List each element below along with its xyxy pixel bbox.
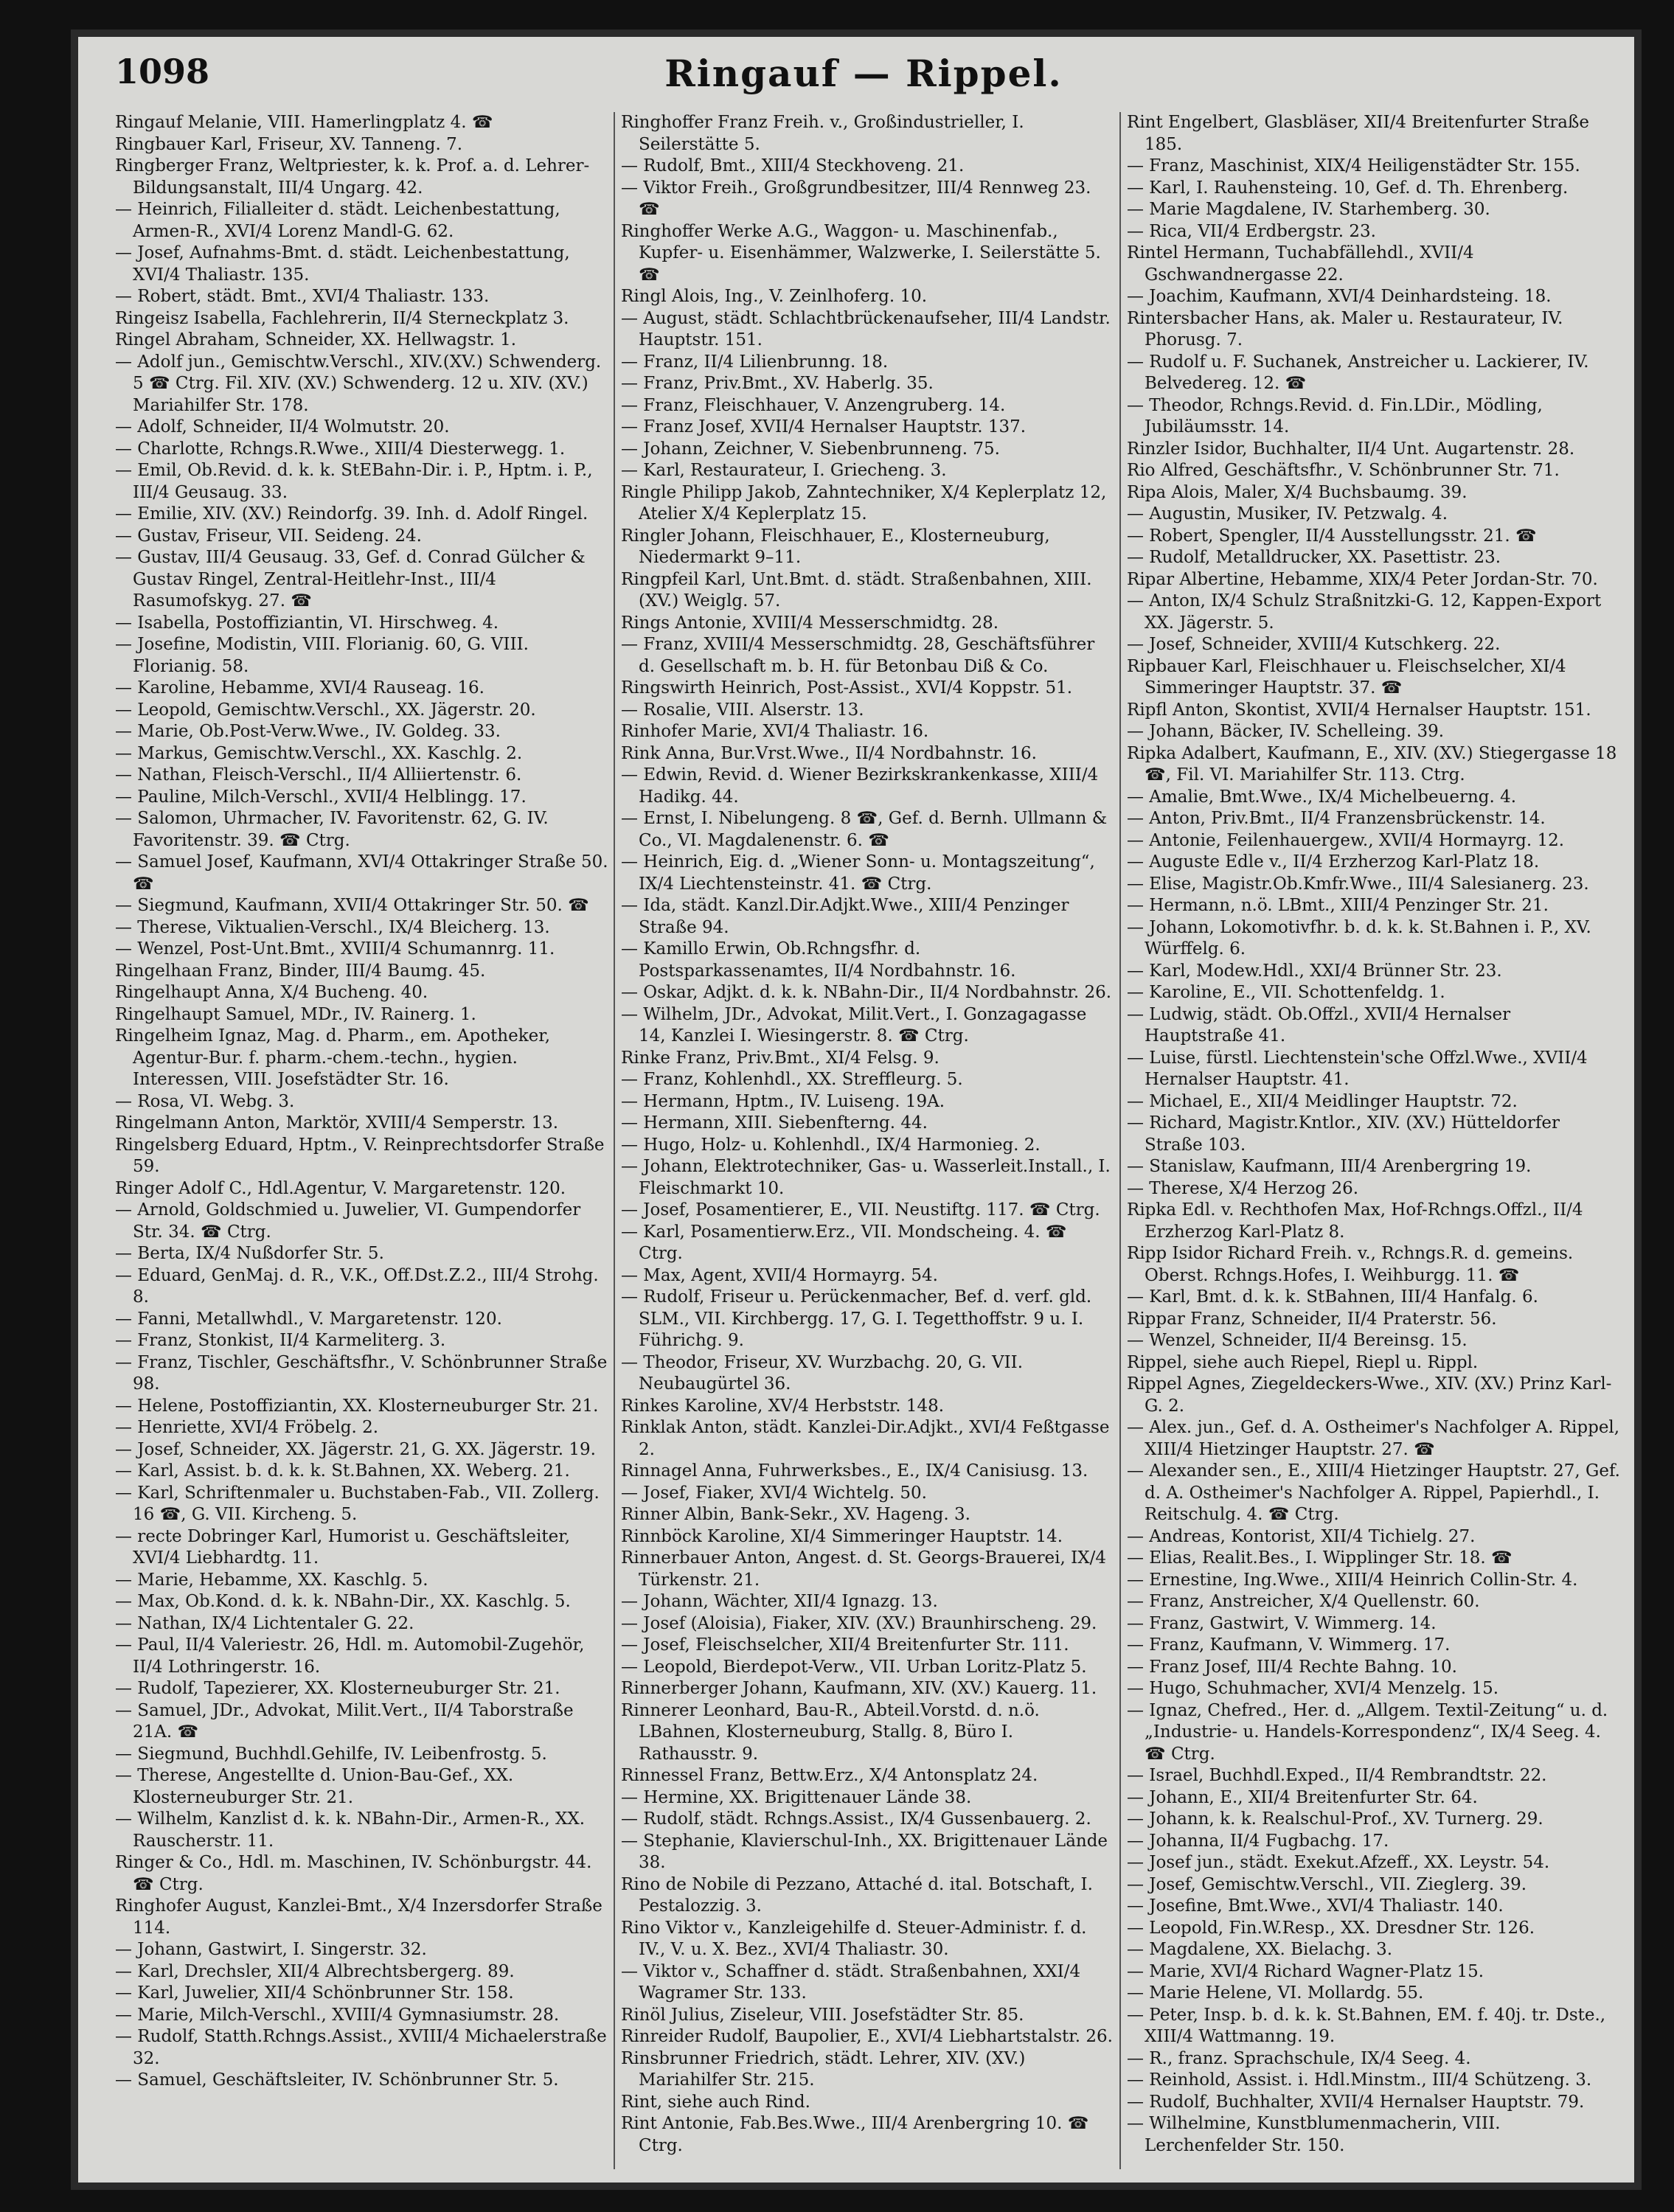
directory-entry: Rint Antonie, Fab.Bes.Wwe., III/4 Arenbergring 10. ☎ Ctrg. bbox=[621, 2114, 1089, 2155]
directory-entry: — Robert, städt. Bmt., XVI/4 Thaliastr. 133. bbox=[115, 287, 490, 306]
directory-entry: — Franz, XVIII/4 Messerschmidtg. 28, Geschäftsführer d. Gesellschaft m. b. H. für Betonbau Diß & Co. bbox=[621, 635, 1095, 676]
directory-entry: — Emilie, XIV. (XV.) Reindorfg. 39. Inh. d. Adolf Ringel. bbox=[115, 504, 588, 524]
directory-entry: — Rica, VII/4 Erdbergstr. 23. bbox=[1127, 221, 1376, 241]
directory-entry: — Hugo, Schuhmacher, XVI/4 Menzelg. 15. bbox=[1127, 1679, 1499, 1698]
directory-entry: — Josef, Schneider, XVIII/4 Kutschkerg. 22. bbox=[1127, 635, 1501, 654]
directory-entry: — Marie, XVI/4 Richard Wagner-Platz 15. bbox=[1127, 1961, 1484, 1981]
directory-entry: Ripa Alois, Maler, X/4 Buchsbaumg. 39. bbox=[1127, 482, 1468, 502]
directory-entry: Rink Anna, Bur.Vrst.Wwe., II/4 Nordbahnstr. 16. bbox=[621, 743, 1037, 763]
directory-entry: — Augustin, Musiker, IV. Petzwalg. 4. bbox=[1127, 504, 1448, 524]
directory-entry: — Franz, Fleischhauer, V. Anzengruberg. 14. bbox=[621, 395, 1006, 415]
directory-entry: Rinnagel Anna, Fuhrwerksbes., E., IX/4 Canisiusg. 13. bbox=[621, 1461, 1088, 1481]
directory-entry: — Leopold, Fin.W.Resp., XX. Dresdner Str. 126. bbox=[1127, 1918, 1535, 1938]
directory-entry: — Ignaz, Chefred., Her. d. „Allgem. Textil-Zeitung“ u. d. „Industrie- u. Handels-Korrespondenz“, IX/4 Seeg. 4. ☎ Ctrg. bbox=[1127, 1700, 1608, 1764]
directory-entry: — Hermann, n.ö. LBmt., XIII/4 Penzinger Str. 21. bbox=[1127, 896, 1549, 915]
directory-entry: Rinreider Rudolf, Baupolier, E., XVI/4 Liebhartstalstr. 26. bbox=[621, 2027, 1113, 2046]
directory-entry: Rinnerbauer Anton, Angest. d. St. Georgs-Brauerei, IX/4 Türkenstr. 21. bbox=[621, 1548, 1106, 1590]
directory-entry: — Stanislaw, Kaufmann, III/4 Arenbergring 19. bbox=[1127, 1157, 1532, 1176]
directory-entry: — Elise, Magistr.Ob.Kmfr.Wwe., III/4 Salesianerg. 23. bbox=[1127, 874, 1589, 894]
directory-entry: Rino Viktor v., Kanzleigehilfe d. Steuer-Administr. f. d. IV., V. u. X. Bez., XVI/4 Thaliastr. 30. bbox=[621, 1918, 1087, 1959]
directory-entry: Rinnerer Leonhard, Bau-R., Abteil.Vorstd. d. n.ö. LBahnen, Klosterneuburg, Stallg. 8, Büro I. Rathausstr. 9. bbox=[621, 1700, 1040, 1764]
directory-entry: — Johann, Lokomotivfhr. b. d. k. k. St.Bahnen i. P., XV. Würffelg. 6. bbox=[1127, 917, 1591, 959]
directory-entry: — Reinhold, Assist. i. Hdl.Minstm., III/4 Schützeng. 3. bbox=[1127, 2070, 1592, 2090]
directory-entry: — Alex. jun., Gef. d. A. Ostheimer's Nachfolger A. Rippel, XIII/4 Hietzinger Hauptstr. 27. ☎ bbox=[1127, 1418, 1620, 1459]
directory-entry: Ringelsberg Eduard, Hptm., V. Reinprechtsdorfer Straße 59. bbox=[115, 1135, 605, 1176]
directory-entry: — Rosalie, VIII. Alserstr. 13. bbox=[621, 700, 864, 720]
directory-entry: — Nathan, IX/4 Lichtentaler G. 22. bbox=[115, 1613, 414, 1633]
directory-entry: — Rosa, VI. Webg. 3. bbox=[115, 1091, 295, 1111]
directory-entry: — Franz, II/4 Lilienbrunng. 18. bbox=[621, 352, 889, 372]
directory-entry: — Franz, Stonkist, II/4 Karmeliterg. 3. bbox=[115, 1331, 446, 1350]
directory-entry: — Karl, Schriftenmaler u. Buchstaben-Fab., VII. Zollerg. 16 ☎, G. VII. Kircheng. 5. bbox=[115, 1483, 600, 1524]
directory-entry: — Eduard, GenMaj. d. R., V.K., Off.Dst.Z.2., III/4 Strohg. 8. bbox=[115, 1265, 599, 1307]
directory-entry: Ringelhaupt Anna, X/4 Bucheng. 40. bbox=[115, 983, 428, 1002]
directory-entry: — Franz, Kaufmann, V. Wimmerg. 17. bbox=[1127, 1635, 1451, 1655]
directory-entry: — Johann, Gastwirt, I. Singerstr. 32. bbox=[115, 1940, 427, 1959]
directory-entry: — Karl, Posamentierw.Erz., VII. Mondscheing. 4. ☎ Ctrg. bbox=[621, 1222, 1067, 1263]
directory-entry: — Arnold, Goldschmied u. Juwelier, VI. Gumpendorfer Str. 34. ☎ Ctrg. bbox=[115, 1200, 581, 1242]
directory-entry: — Isabella, Postoffiziantin, VI. Hirschweg. 4. bbox=[115, 613, 499, 633]
directory-entry: Ringelhaan Franz, Binder, III/4 Baumg. 45. bbox=[115, 961, 486, 981]
directory-entry: — Rudolf, städt. Rchngs.Assist., IX/4 Gussenbauerg. 2. bbox=[621, 1809, 1091, 1829]
directory-entry: Rinklak Anton, städt. Kanzlei-Dir.Adjkt., XVI/4 Feßtgasse 2. bbox=[621, 1418, 1110, 1459]
directory-entry: — Rudolf, Metalldrucker, XX. Pasettistr. 23. bbox=[1127, 548, 1501, 567]
directory-entry: — Rudolf, Friseur u. Perückenmacher, Bef. d. verf. gld. SLM., VII. Kirchbergg. 17, G. I. Tegetthoffstr. 9 u. I. Führichg. 9. bbox=[621, 1287, 1092, 1350]
directory-entry: — Heinrich, Eig. d. „Wiener Sonn- u. Montagszeitung“, IX/4 Liechtensteinstr. 41. ☎ Ctrg. bbox=[621, 852, 1095, 894]
page-number: 1098 bbox=[115, 52, 210, 91]
directory-entry: Rintel Hermann, Tuchabfällehdl., XVII/4 Gschwandnergasse 22. bbox=[1127, 243, 1474, 285]
directory-entry: Rinöl Julius, Ziseleur, VIII. Josefstädter Str. 85. bbox=[621, 2005, 1024, 2025]
directory-entry: — Paul, II/4 Valeriestr. 26, Hdl. m. Automobil-Zugehör, II/4 Lothringerstr. 16. bbox=[115, 1635, 585, 1677]
directory-entry: Rinke Franz, Priv.Bmt., XI/4 Felsg. 9. bbox=[621, 1048, 940, 1068]
directory-entry: — Franz, Anstreicher, X/4 Quellenstr. 60. bbox=[1127, 1592, 1480, 1611]
directory-entry: — Franz Josef, XVII/4 Hernalser Hauptstr. 137. bbox=[621, 417, 1027, 437]
directory-entry: — Marie, Milch-Verschl., XVIII/4 Gymnasiumstr. 28. bbox=[115, 2005, 560, 2025]
page-header bbox=[115, 52, 1612, 103]
directory-entry: — Amalie, Bmt.Wwe., IX/4 Michelbeuerng. 4. bbox=[1127, 787, 1517, 807]
directory-entry: — Oskar, Adjkt. d. k. k. NBahn-Dir., II/4 Nordbahnstr. 26. bbox=[621, 983, 1112, 1002]
directory-entry: Rinnböck Karoline, XI/4 Simmeringer Hauptstr. 14. bbox=[621, 1526, 1063, 1546]
directory-entry: Ringer Adolf C., Hdl.Agentur, V. Margaretenstr. 120. bbox=[115, 1178, 566, 1198]
directory-entry: — Karl, Juwelier, XII/4 Schönbrunner Str. 158. bbox=[115, 1983, 514, 2003]
directory-entry: — Therese, Angestellte d. Union-Bau-Gef., XX. Klosterneuburger Str. 21. bbox=[115, 1766, 514, 1807]
directory-entry: — Wilhelm, Kanzlist d. k. k. NBahn-Dir., Armen-R., XX. Rauscherstr. 11. bbox=[115, 1809, 586, 1851]
directory-entry: — Therese, X/4 Herzog 26. bbox=[1127, 1178, 1359, 1198]
directory-entry: — Gustav, Friseur, VII. Seideng. 24. bbox=[115, 526, 422, 546]
directory-entry: — Luise, fürstl. Liechtenstein'sche Offzl.Wwe., XVII/4 Hernalser Hauptstr. 41. bbox=[1127, 1048, 1588, 1089]
directory-entry: — Josef, Gemischtw.Verschl., VII. Zieglerg. 39. bbox=[1127, 1874, 1527, 1894]
directory-entry: — Hugo, Holz- u. Kohlenhdl., IX/4 Harmonieg. 2. bbox=[621, 1135, 1041, 1155]
directory-entry: — Johann, E., XII/4 Breitenfurter Str. 64. bbox=[1127, 1787, 1478, 1807]
directory-entry: — Wenzel, Schneider, II/4 Bereinsg. 15. bbox=[1127, 1331, 1468, 1350]
directory-entry: Ringler Johann, Fleischhauer, E., Klosterneuburg, Niedermarkt 9–11. bbox=[621, 526, 1050, 567]
directory-entry: — Berta, IX/4 Nußdorfer Str. 5. bbox=[115, 1244, 384, 1263]
directory-entry: Rinsbrunner Friedrich, städt. Lehrer, XIV. (XV.) Mariahilfer Str. 215. bbox=[621, 2048, 1026, 2090]
directory-entry: — Charlotte, Rchngs.R.Wwe., XIII/4 Diesterwegg. 1. bbox=[115, 439, 566, 459]
directory-entry: — Franz, Priv.Bmt., XV. Haberlg. 35. bbox=[621, 374, 934, 393]
directory-entry: Rino de Nobile di Pezzano, Attaché d. ital. Botschaft, I. Pestalozzig. 3. bbox=[621, 1874, 1093, 1916]
directory-entry: — Alexander sen., E., XIII/4 Hietzinger Hauptstr. 27, Gef. d. A. Ostheimer's Nachfolger A. Rippel, Papierhdl., I. Reitschulg. 4. ☎ Ctrg. bbox=[1127, 1461, 1620, 1524]
directory-entry: — Richard, Magistr.Kntlor., XIV. (XV.) Hütteldorfer Straße 103. bbox=[1127, 1113, 1560, 1155]
directory-entry: — Wenzel, Post-Unt.Bmt., XVIII/4 Schumannrg. 11. bbox=[115, 939, 555, 959]
directory-entry: — Franz, Kohlenhdl., XX. Streffleurg. 5. bbox=[621, 1070, 963, 1089]
directory-entry: — Viktor v., Schaffner d. städt. Straßenbahnen, XXI/4 Wagramer Str. 133. bbox=[621, 1961, 1081, 2003]
directory-entry: — Franz, Maschinist, XIX/4 Heiligenstädter Str. 155. bbox=[1127, 156, 1580, 175]
directory-entry: Ripfl Anton, Skontist, XVII/4 Hernalser Hauptstr. 151. bbox=[1127, 700, 1591, 720]
directory-entry: Ringelhaupt Samuel, MDr., IV. Rainerg. 1. bbox=[115, 1004, 476, 1024]
directory-entry: — Karl, I. Rauhensteing. 10, Gef. d. Th. Ehrenberg. bbox=[1127, 178, 1569, 198]
directory-entry: Rio Alfred, Geschäftsfhr., V. Schönbrunner Str. 71. bbox=[1127, 461, 1560, 480]
directory-entry: — Josefine, Bmt.Wwe., XVI/4 Thaliastr. 140. bbox=[1127, 1896, 1504, 1916]
directory-entry: — Rudolf, Statth.Rchngs.Assist., XVIII/4 Michaelerstraße 32. bbox=[115, 2027, 607, 2068]
directory-entry: — Max, Agent, XVII/4 Hormayrg. 54. bbox=[621, 1265, 938, 1285]
directory-entry: Rippel Agnes, Ziegeldeckers-Wwe., XIV. (XV.) Prinz Karl-G. 2. bbox=[1127, 1374, 1612, 1416]
directory-entry: Rint Engelbert, Glasbläser, XII/4 Breitenfurter Straße 185. bbox=[1127, 113, 1589, 154]
directory-page bbox=[71, 29, 1642, 2190]
directory-entry: — Josef, Fleischselcher, XII/4 Breitenfurter Str. 111. bbox=[621, 1635, 1069, 1655]
directory-entry: — Marie, Hebamme, XX. Kaschlg. 5. bbox=[115, 1570, 428, 1590]
directory-entry: — Rudolf, Tapezierer, XX. Klosterneuburger Str. 21. bbox=[115, 1679, 560, 1698]
directory-entry: — Helene, Postoffiziantin, XX. Klosterneuburger Str. 21. bbox=[115, 1396, 599, 1416]
directory-entry: — Michael, E., XII/4 Meidlinger Hauptstr. 72. bbox=[1127, 1091, 1518, 1111]
directory-entry: — Samuel, JDr., Advokat, Milit.Vert., II/4 Taborstraße 21A. ☎ bbox=[115, 1700, 574, 1742]
directory-entry: — Siegmund, Kaufmann, XVII/4 Ottakringer Str. 50. ☎ bbox=[115, 896, 589, 915]
directory-entry: — Marie Helene, VI. Mollardg. 55. bbox=[1127, 1983, 1424, 2003]
directory-entry: — Franz, Gastwirt, V. Wimmerg. 14. bbox=[1127, 1613, 1437, 1633]
directory-entry: — Josef jun., städt. Exekut.Afzeff., XX. Leystr. 54. bbox=[1127, 1853, 1550, 1872]
directory-entry: Ringhoffer Werke A.G., Waggon- u. Maschinenfab., Kupfer- u. Eisenhämmer, Walzwerke, I. Seilerstätte 5. ☎ bbox=[621, 221, 1101, 285]
directory-entry: — Hermann, XIII. Siebenfterng. 44. bbox=[621, 1113, 928, 1133]
directory-entry: — Karl, Assist. b. d. k. k. St.Bahnen, XX. Weberg. 21. bbox=[115, 1461, 570, 1481]
directory-entry: — Andreas, Kontorist, XII/4 Tichielg. 27. bbox=[1127, 1526, 1476, 1546]
directory-entry: — Emil, Ob.Revid. d. k. k. StEBahn-Dir. i. P., Hptm. i. P., III/4 Geusaug. 33. bbox=[115, 461, 593, 502]
directory-entry: — Robert, Spengler, II/4 Ausstellungsstr. 21. ☎ bbox=[1127, 526, 1537, 546]
directory-entry: — Elias, Realit.Bes., I. Wipplinger Str. 18. ☎ bbox=[1127, 1548, 1512, 1568]
directory-entry: Ripbauer Karl, Fleischhauer u. Fleischselcher, XI/4 Simmeringer Hauptstr. 37. ☎ bbox=[1127, 656, 1566, 698]
directory-entry: — Max, Ob.Kond. d. k. k. NBahn-Dir., XX. Kaschlg. 5. bbox=[115, 1592, 571, 1611]
directory-entry: Rintersbacher Hans, ak. Maler u. Restaurateur, IV. Phorusg. 7. bbox=[1127, 308, 1563, 349]
directory-entry: — Leopold, Bierdepot-Verw., VII. Urban Loritz-Platz 5. bbox=[621, 1657, 1087, 1677]
directory-entry: — Stephanie, Klavierschul-Inh., XX. Brigittenauer Lände 38. bbox=[621, 1831, 1108, 1872]
directory-entry: — Karoline, E., VII. Schottenfeldg. 1. bbox=[1127, 983, 1445, 1002]
directory-entry: — Edwin, Revid. d. Wiener Bezirkskrankenkasse, XIII/4 Hadikg. 44. bbox=[621, 765, 1099, 807]
directory-entry: Ringpfeil Karl, Unt.Bmt. d. städt. Straßenbahnen, XIII. (XV.) Weiglg. 57. bbox=[621, 569, 1092, 611]
directory-entry: — Adolf jun., Gemischtw.Verschl., XIV.(XV.) Schwenderg. 5 ☎ Ctrg. Fil. XIV. (XV.) Schwenderg. 12 u. XIV. (XV.) Mariahilfer Str. 178. bbox=[115, 352, 602, 415]
directory-entry: — Josef, Aufnahms-Bmt. d. städt. Leichenbestattung, XVI/4 Thaliastr. 135. bbox=[115, 243, 570, 285]
directory-entry: — Therese, Viktualien-Verschl., IX/4 Bleicherg. 13. bbox=[115, 917, 550, 937]
directory-entry: — Joachim, Kaufmann, XVI/4 Deinhardsteing. 18. bbox=[1127, 287, 1552, 306]
directory-entry: — Peter, Insp. b. d. k. k. St.Bahnen, EM. f. 40j. tr. Dste., XIII/4 Wattmanng. 19. bbox=[1127, 2005, 1606, 2046]
directory-entry: Ringbauer Karl, Friseur, XV. Tanneng. 7. bbox=[115, 134, 463, 154]
directory-entry: — Marie, Ob.Post-Verw.Wwe., IV. Goldeg. 33. bbox=[115, 722, 501, 741]
directory-entry: — Salomon, Uhrmacher, IV. Favoritenstr. 62, G. IV. Favoritenstr. 39. ☎ Ctrg. bbox=[115, 809, 549, 850]
directory-entry: — Josef, Schneider, XX. Jägerstr. 21, G. XX. Jägerstr. 19. bbox=[115, 1439, 596, 1459]
directory-entry: Ringberger Franz, Weltpriester, k. k. Prof. a. d. Lehrer-Bildungsanstalt, III/4 Ungarg. 42. bbox=[115, 156, 590, 198]
directory-entry: — Heinrich, Filialleiter d. städt. Leichenbestattung, Armen-R., XVI/4 Lorenz Mandl-G. 62. bbox=[115, 200, 560, 241]
directory-entry: Ripar Albertine, Hebamme, XIX/4 Peter Jordan-Str. 70. bbox=[1127, 569, 1598, 589]
directory-entry: Rinzler Isidor, Buchhalter, II/4 Unt. Augartenstr. 28. bbox=[1127, 439, 1575, 459]
directory-entry: — Josef, Posamentierer, E., VII. Neustiftg. 117. ☎ Ctrg. bbox=[621, 1200, 1100, 1220]
directory-entry: — Henriette, XVI/4 Fröbelg. 2. bbox=[115, 1418, 379, 1437]
directory-entry: — Johanna, II/4 Fugbachg. 17. bbox=[1127, 1831, 1389, 1851]
directory-entry: Ringhoffer Franz Freih. v., Großindustrieller, I. Seilerstätte 5. bbox=[621, 113, 1024, 154]
directory-entry: — Adolf, Schneider, II/4 Wolmutstr. 20. bbox=[115, 417, 450, 437]
directory-entry: — Ida, städt. Kanzl.Dir.Adjkt.Wwe., XIII/4 Penzinger Straße 94. bbox=[621, 896, 1069, 937]
directory-entry: Ringauf Melanie, VIII. Hamerlingplatz 4. ☎ bbox=[115, 113, 493, 132]
directory-entry: — Karl, Bmt. d. k. k. StBahnen, III/4 Hanfalg. 6. bbox=[1127, 1287, 1538, 1307]
directory-entry: Rinnerberger Johann, Kaufmann, XIV. (XV.) Kauerg. 11. bbox=[621, 1679, 1097, 1698]
directory-entry: — Johann, Bäcker, IV. Schelleing. 39. bbox=[1127, 722, 1445, 741]
directory-entry: — Theodor, Friseur, XV. Wurzbachg. 20, G. VII. Neubaugürtel 36. bbox=[621, 1352, 1024, 1394]
directory-entry: — Auguste Edle v., II/4 Erzherzog Karl-Platz 18. bbox=[1127, 852, 1540, 872]
directory-entry: — Wilhelm, JDr., Advokat, Milit.Vert., I. Gonzagagasse 14, Kanzlei I. Wiesingerstr. 8. ☎ Ctrg. bbox=[621, 1004, 1087, 1046]
directory-entry: Ringhofer August, Kanzlei-Bmt., X/4 Inzersdorfer Straße 114. bbox=[115, 1896, 602, 1938]
directory-entry: — Ludwig, städt. Ob.Offzl., XVII/4 Hernalser Hauptstraße 41. bbox=[1127, 1004, 1511, 1046]
directory-entry: — Wilhelmine, Kunstblumenmacherin, VIII. Lerchenfelder Str. 150. bbox=[1127, 2114, 1501, 2155]
directory-entry: — Kamillo Erwin, Ob.Rchngsfhr. d. Postsparkassenamtes, II/4 Nordbahnstr. 16. bbox=[621, 939, 1016, 981]
directory-entry: — Pauline, Milch-Verschl., XVII/4 Helblingg. 17. bbox=[115, 787, 527, 807]
directory-entry: Ringl Alois, Ing., V. Zeinlhoferg. 10. bbox=[621, 287, 928, 306]
directory-entry: — August, städt. Schlachtbrückenaufseher, III/4 Landstr. Hauptstr. 151. bbox=[621, 308, 1111, 349]
directory-entry: — Hermann, Hptm., IV. Luiseng. 19A. bbox=[621, 1091, 945, 1111]
directory-entry: Ripp Isidor Richard Freih. v., Rchngs.R. d. gemeins. Oberst. Rchngs.Hofes, I. Weihburgg. 11. ☎ bbox=[1127, 1244, 1574, 1285]
directory-entry: — Karoline, Hebamme, XVI/4 Rauseag. 16. bbox=[115, 678, 485, 698]
directory-entry: — R., franz. Sprachschule, IX/4 Seeg. 4. bbox=[1127, 2048, 1471, 2068]
directory-entry: Rinkes Karoline, XV/4 Herbststr. 148. bbox=[621, 1396, 945, 1416]
directory-entry: Rippar Franz, Schneider, II/4 Praterstr. 56. bbox=[1127, 1309, 1497, 1329]
directory-entry: — Karl, Drechsler, XII/4 Albrechtsbergerg. 89. bbox=[115, 1961, 515, 1981]
directory-entry: — Rudolf u. F. Suchanek, Anstreicher u. Lackierer, IV. Belvedereg. 12. ☎ bbox=[1127, 352, 1589, 393]
directory-columns bbox=[115, 112, 1619, 2169]
column-3 bbox=[1127, 112, 1625, 2169]
directory-entry: Ringelheim Ignaz, Mag. d. Pharm., em. Apotheker, Agentur-Bur. f. pharm.-chem.-techn., hygien. Interessen, VIII. Josefstädter Str. 16. bbox=[115, 1026, 551, 1089]
directory-entry: — Hermine, XX. Brigittenauer Lände 38. bbox=[621, 1787, 972, 1807]
directory-entry: — Johann, Zeichner, V. Siebenbrunneng. 75. bbox=[621, 439, 1000, 459]
directory-entry: — Anton, IX/4 Schulz Straßnitzki-G. 12, Kappen-Export XX. Jägerstr. 5. bbox=[1127, 591, 1602, 633]
directory-entry: — Ernst, I. Nibelungeng. 8 ☎, Gef. d. Bernh. Ullmann & Co., VI. Magdalenenstr. 6. ☎ bbox=[621, 809, 1108, 850]
directory-entry: Rint, siehe auch Rind. bbox=[621, 2092, 810, 2112]
directory-entry: Ripka Edl. v. Rechthofen Max, Hof-Rchngs.Offzl., II/4 Erzherzog Karl-Platz 8. bbox=[1127, 1200, 1583, 1242]
directory-entry: — Rudolf, Buchhalter, XVII/4 Hernalser Hauptstr. 79. bbox=[1127, 2092, 1585, 2112]
directory-entry: Ringer & Co., Hdl. m. Maschinen, IV. Schönburgstr. 44. ☎ Ctrg. bbox=[115, 1853, 592, 1894]
directory-entry: — Anton, Priv.Bmt., II/4 Franzensbrückenstr. 14. bbox=[1127, 809, 1546, 828]
directory-entry: — Josefine, Modistin, VIII. Florianig. 60, G. VIII. Florianig. 58. bbox=[115, 635, 529, 676]
directory-entry: — Johann, Wächter, XII/4 Ignazg. 13. bbox=[621, 1592, 938, 1611]
directory-entry: Ringelmann Anton, Marktör, XVIII/4 Semperstr. 13. bbox=[115, 1113, 559, 1133]
running-title: Ringauf — Rippel. bbox=[664, 52, 1063, 95]
directory-entry: — Gustav, III/4 Geusaug. 33, Gef. d. Conrad Gülcher & Gustav Ringel, Zentral-Heitlehr-Inst., III/4 Rasumofskyg. 27. ☎ bbox=[115, 548, 586, 611]
directory-entry: — Leopold, Gemischtw.Verschl., XX. Jägerstr. 20. bbox=[115, 700, 536, 720]
column-1 bbox=[115, 112, 615, 2169]
directory-entry: — Karl, Modew.Hdl., XXI/4 Brünner Str. 23. bbox=[1127, 961, 1502, 981]
directory-entry: — Samuel Josef, Kaufmann, XVI/4 Ottakringer Straße 50. ☎ bbox=[115, 852, 608, 894]
directory-entry: Rippel, siehe auch Riepel, Riepl u. Rippl. bbox=[1127, 1352, 1479, 1372]
directory-entry: Ringle Philipp Jakob, Zahntechniker, X/4 Keplerplatz 12, Atelier X/4 Keplerplatz 15. bbox=[621, 482, 1107, 524]
directory-entry: — Samuel, Geschäftsleiter, IV. Schönbrunner Str. 5. bbox=[115, 2070, 559, 2090]
directory-entry: — Marie Magdalene, IV. Starhemberg. 30. bbox=[1127, 200, 1490, 219]
directory-entry: — Franz Josef, III/4 Rechte Bahng. 10. bbox=[1127, 1657, 1457, 1677]
directory-entry: — Antonie, Feilenhauergew., XVII/4 Hormayrg. 12. bbox=[1127, 830, 1565, 850]
directory-entry: — Karl, Restaurateur, I. Griecheng. 3. bbox=[621, 461, 947, 480]
directory-entry: — Theodor, Rchngs.Revid. d. Fin.LDir., Mödling, Jubiläumsstr. 14. bbox=[1127, 395, 1543, 437]
directory-entry: — recte Dobringer Karl, Humorist u. Geschäftsleiter, XVI/4 Liebhardtg. 11. bbox=[115, 1526, 571, 1568]
directory-entry: Ripka Adalbert, Kaufmann, E., XIV. (XV.) Stiegergasse 18 ☎, Fil. VI. Mariahilfer Str. 113. Ctrg. bbox=[1127, 743, 1617, 785]
directory-entry: — Ernestine, Ing.Wwe., XIII/4 Heinrich Collin-Str. 4. bbox=[1127, 1570, 1578, 1590]
directory-entry: Ringel Abraham, Schneider, XX. Hellwagstr. 1. bbox=[115, 330, 517, 349]
directory-entry: — Nathan, Fleisch-Verschl., II/4 Alliiertenstr. 6. bbox=[115, 765, 522, 785]
column-2 bbox=[621, 112, 1121, 2169]
directory-entry: — Fanni, Metallwhdl., V. Margaretenstr. 120. bbox=[115, 1309, 502, 1329]
directory-entry: — Franz, Tischler, Geschäftsfhr., V. Schönbrunner Straße 98. bbox=[115, 1352, 608, 1394]
directory-entry: — Johann, Elektrotechniker, Gas- u. Wasserleit.Install., I. Fleischmarkt 10. bbox=[621, 1157, 1111, 1198]
directory-entry: — Johann, k. k. Realschul-Prof., XV. Turnerg. 29. bbox=[1127, 1809, 1543, 1829]
directory-entry: Rinner Albin, Bank-Sekr., XV. Hageng. 3. bbox=[621, 1505, 970, 1524]
directory-entry: Ringeisz Isabella, Fachlehrerin, II/4 Sterneckplatz 3. bbox=[115, 308, 569, 328]
directory-entry: — Magdalene, XX. Bielachg. 3. bbox=[1127, 1940, 1393, 1959]
directory-entry: — Josef, Fiaker, XVI/4 Wichtelg. 50. bbox=[621, 1483, 927, 1503]
directory-entry: — Viktor Freih., Großgrundbesitzer, III/4 Rennweg 23. ☎ bbox=[621, 178, 1091, 219]
directory-entry: Ringswirth Heinrich, Post-Assist., XVI/4 Koppstr. 51. bbox=[621, 678, 1073, 698]
directory-entry: — Israel, Buchhdl.Exped., II/4 Rembrandtstr. 22. bbox=[1127, 1766, 1547, 1785]
directory-entry: — Siegmund, Buchhdl.Gehilfe, IV. Leibenfrostg. 5. bbox=[115, 1744, 547, 1764]
directory-entry: — Josef (Aloisia), Fiaker, XIV. (XV.) Braunhirscheng. 29. bbox=[621, 1613, 1097, 1633]
directory-entry: Rinnessel Franz, Bettw.Erz., X/4 Antonsplatz 24. bbox=[621, 1766, 1038, 1785]
directory-entry: — Rudolf, Bmt., XIII/4 Steckhoveng. 21. bbox=[621, 156, 965, 175]
directory-entry: Rings Antonie, XVIII/4 Messerschmidtg. 28. bbox=[621, 613, 999, 633]
directory-entry: Rinhofer Marie, XVI/4 Thaliastr. 16. bbox=[621, 722, 929, 741]
directory-entry: — Markus, Gemischtw.Verschl., XX. Kaschlg. 2. bbox=[115, 743, 523, 763]
